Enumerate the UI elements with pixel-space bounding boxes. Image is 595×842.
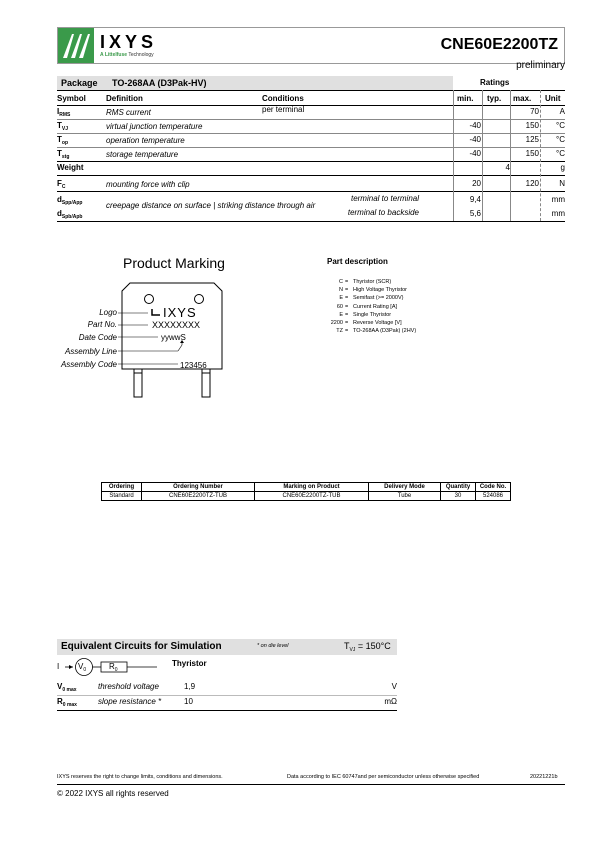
ordering-cell: Standard bbox=[102, 492, 142, 501]
marking-logo-text: IXYS bbox=[163, 305, 197, 320]
table-row-typ: 4 bbox=[505, 163, 510, 172]
part-number-title: CNE60E2200TZ bbox=[440, 36, 558, 53]
table-row-symbol: $F_C$ bbox=[57, 179, 66, 190]
marking-part-no: XXXXXXXX bbox=[152, 320, 201, 330]
table-row-unit: °C bbox=[556, 149, 565, 158]
table-row-definition: operation temperature bbox=[106, 136, 185, 145]
table-row-unit: mm bbox=[551, 209, 565, 218]
table-row-typ bbox=[484, 119, 510, 133]
table-row-condition: terminal to terminal bbox=[350, 194, 419, 203]
ordering-cell: Tube bbox=[369, 492, 441, 501]
footer-doc-code: 20221221b bbox=[530, 774, 558, 780]
equivalent-circuits-title: Equivalent Circuits for Simulation bbox=[61, 641, 222, 652]
table-row-definition: slope resistance * bbox=[98, 697, 162, 706]
ordering-col-header: Ordering bbox=[102, 483, 142, 492]
column-divider bbox=[453, 90, 454, 221]
package-value: TO-268AA (D3Pak-HV) bbox=[112, 78, 207, 88]
table-row-typ bbox=[484, 193, 510, 207]
preliminary-label: preliminary bbox=[516, 60, 565, 71]
ordering-table bbox=[101, 482, 511, 501]
table-row-min bbox=[455, 161, 481, 175]
table-row-condition: per terminal bbox=[262, 105, 305, 114]
row-divider bbox=[57, 710, 397, 711]
table-row-max: 125 bbox=[525, 135, 539, 144]
table-row-value: 1,9 bbox=[184, 682, 196, 691]
table-row-max bbox=[512, 161, 539, 175]
table-row-unit: mΩ bbox=[384, 697, 397, 706]
column-divider bbox=[510, 90, 511, 221]
column-divider bbox=[482, 90, 483, 221]
brand-subtitle: A Littelfuse Technology bbox=[100, 52, 154, 58]
circuit-current-label: I bbox=[57, 662, 60, 671]
marking-label-assembly-line: Assembly Line bbox=[64, 347, 117, 356]
table-row-definition: storage temperature bbox=[106, 150, 179, 159]
table-row-max bbox=[512, 193, 539, 207]
part-description-title: Part description bbox=[327, 257, 388, 266]
table-row-max: 120 bbox=[525, 179, 539, 188]
table-row-unit: °C bbox=[556, 121, 565, 130]
table-row bbox=[102, 492, 511, 501]
ordering-col-header: Quantity bbox=[441, 483, 476, 492]
ordering-cell: 524086 bbox=[476, 492, 511, 501]
ordering-cell: 30 bbox=[441, 492, 476, 501]
table-row-symbol: $T_{stg}$ bbox=[57, 149, 70, 160]
col-unit: Unit bbox=[545, 94, 561, 103]
table-row-min: -40 bbox=[469, 121, 481, 130]
table-row-max: 150 bbox=[525, 121, 539, 130]
table-row-definition: mounting force with clip bbox=[106, 180, 190, 189]
table-row-symbol: $V_{0 max}$ bbox=[57, 682, 77, 693]
table-row-value: 10 bbox=[184, 697, 193, 706]
table-row-typ bbox=[484, 147, 510, 161]
col-conditions: Conditions bbox=[262, 94, 304, 103]
footer-data-note: Data according to IEC 60747and per semiconductor unless otherwise specified bbox=[287, 774, 480, 780]
marking-label-date-code: Date Code bbox=[78, 333, 117, 342]
table-row-unit: N bbox=[559, 179, 565, 188]
table-row-min: -40 bbox=[469, 149, 481, 158]
col-definition: Definition bbox=[106, 94, 143, 103]
copyright-text: © 2022 IXYS all rights reserved bbox=[57, 789, 169, 798]
tvj-condition: $T_{VJ} = 150^\circ C$ bbox=[344, 641, 391, 653]
table-row-min: -40 bbox=[469, 135, 481, 144]
table-row-unit: °C bbox=[556, 135, 565, 144]
table-row-typ bbox=[484, 105, 510, 119]
equivalent-circuits-header bbox=[57, 639, 397, 655]
table-row-unit: mm bbox=[551, 195, 565, 204]
table-rule bbox=[57, 90, 565, 91]
thyristor-column-label: Thyristor bbox=[172, 659, 207, 668]
package-label: Package bbox=[61, 78, 98, 88]
ordering-col-header: Ordering Number bbox=[142, 483, 255, 492]
ixys-logo-icon bbox=[58, 28, 94, 63]
table-row-unit: V bbox=[391, 682, 397, 691]
table-row-min: 9,4 bbox=[469, 195, 481, 204]
table-header-row bbox=[102, 483, 511, 492]
table-row-typ bbox=[484, 177, 510, 191]
column-divider bbox=[540, 90, 541, 221]
footer-rule bbox=[57, 784, 565, 785]
table-row-typ bbox=[484, 133, 510, 147]
table-row-symbol: $d_{Spb/Apb}$ bbox=[57, 209, 83, 220]
table-row-max bbox=[512, 207, 539, 221]
table-row-definition: threshold voltage bbox=[98, 682, 159, 691]
table-row-unit: A bbox=[559, 107, 565, 116]
table-row-symbol: Weight bbox=[57, 163, 84, 172]
marking-assembly-code: 123456 bbox=[180, 361, 207, 370]
table-row-symbol: $T_{op}$ bbox=[57, 135, 68, 146]
table-row-max: 150 bbox=[525, 149, 539, 158]
table-row-symbol: $T_{VJ}$ bbox=[57, 121, 69, 132]
marking-label-logo: Logo bbox=[99, 308, 117, 317]
table-row-definition: RMS current bbox=[106, 108, 151, 117]
table-row-symbol: $d_{Spp/App}$ bbox=[57, 195, 83, 206]
page-header bbox=[57, 27, 565, 64]
footer-disclaimer: IXYS reserves the right to change limits, conditions and dimensions. bbox=[57, 774, 223, 780]
ordering-cell: CNE60E2200TZ-TUB bbox=[255, 492, 369, 501]
row-divider bbox=[57, 175, 565, 176]
marking-label-assembly-code: Assembly Code bbox=[60, 360, 117, 369]
table-row-symbol: $I_{RMS}$ bbox=[57, 107, 71, 118]
marking-date-code: yywwS bbox=[161, 333, 186, 342]
table-row-condition: terminal to backside bbox=[347, 208, 419, 217]
brand-name: IXYS bbox=[100, 32, 158, 52]
ordering-cell: CNE60E2200TZ-TUB bbox=[142, 492, 255, 501]
table-row-definition: creepage distance on surface | striking distance through air bbox=[106, 201, 316, 210]
table-row-typ bbox=[484, 207, 510, 221]
col-min: min. bbox=[457, 94, 474, 103]
table-row-definition: virtual junction temperature bbox=[106, 122, 203, 131]
table-row-min: 20 bbox=[472, 179, 481, 188]
table-row-symbol: $R_{0 max}$ bbox=[57, 697, 77, 708]
marking-label-part-no: Part No. bbox=[87, 320, 117, 329]
table-row-max: 70 bbox=[530, 107, 539, 116]
col-max: max. bbox=[513, 94, 532, 103]
circuit-v0-label: $V_0$ bbox=[78, 662, 87, 673]
table-row-min: 5,6 bbox=[469, 209, 481, 218]
table-row-unit: g bbox=[560, 163, 565, 172]
circuit-r0-label: $R_0$ bbox=[109, 662, 118, 673]
ordering-col-header: Marking on Product bbox=[255, 483, 369, 492]
ratings-label: Ratings bbox=[480, 78, 510, 87]
row-divider bbox=[57, 221, 565, 222]
col-symbol: Symbol bbox=[57, 94, 86, 103]
col-typ: typ. bbox=[487, 94, 502, 103]
product-marking-title: Product Marking bbox=[123, 255, 225, 271]
ordering-col-header: Delivery Mode bbox=[369, 483, 441, 492]
die-level-note: * on die level bbox=[257, 643, 289, 649]
ordering-col-header: Code No. bbox=[476, 483, 511, 492]
table-row-min bbox=[455, 105, 481, 119]
